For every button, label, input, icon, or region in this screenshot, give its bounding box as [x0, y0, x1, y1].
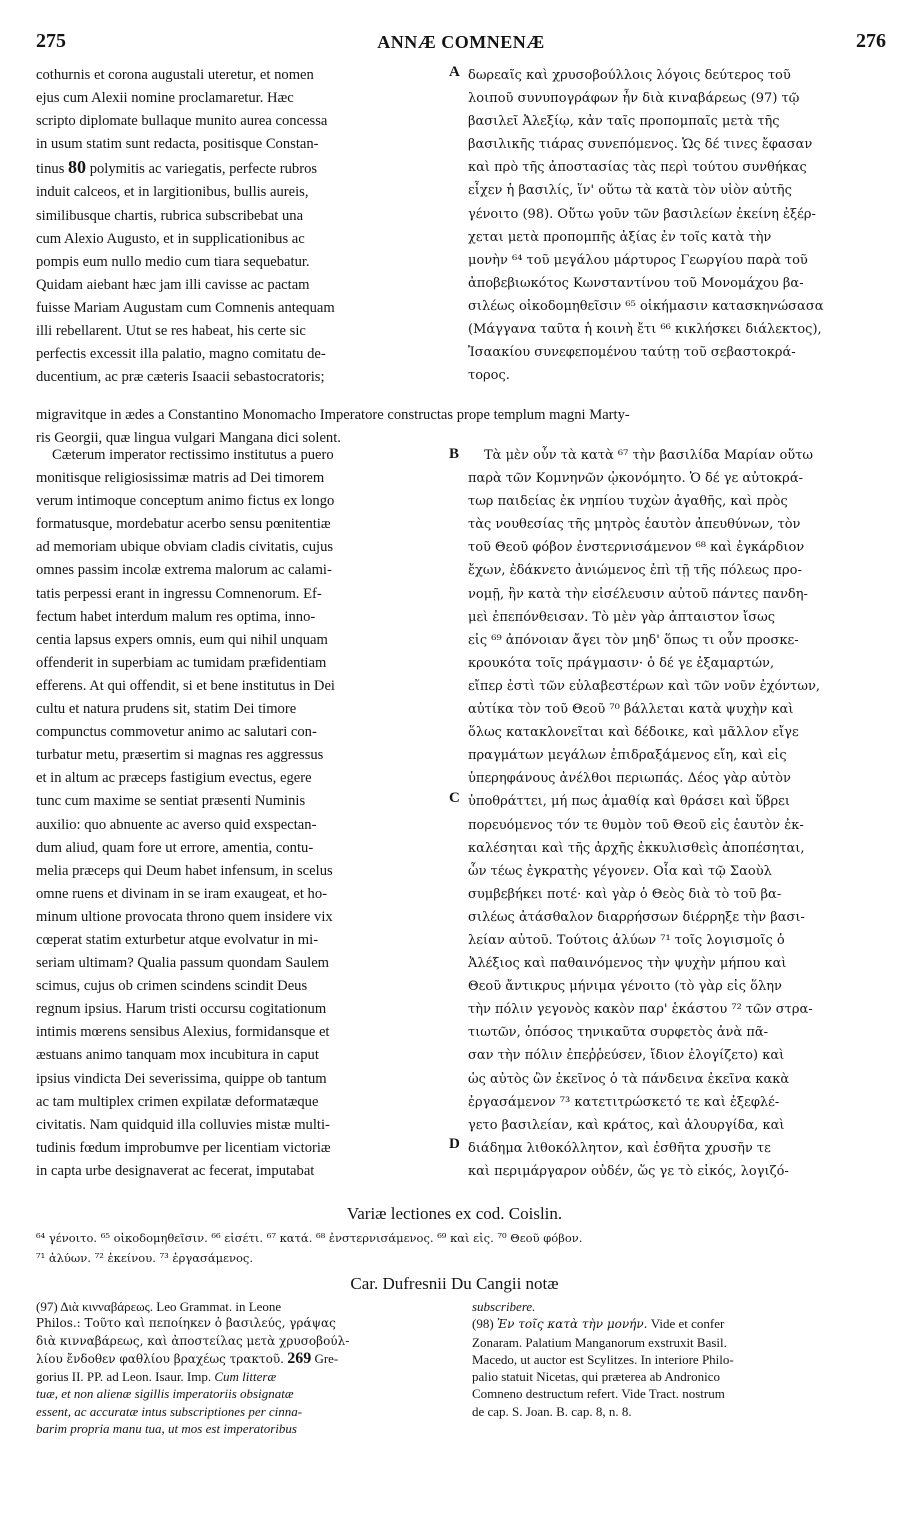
greek-column-block-2: [468, 444, 876, 1183]
text-line: μονὴν ⁶⁴ τοῦ μεγάλου μάρτυρος Γεωργίου παρὰ τοῦ: [468, 252, 808, 268]
text-line: πορευόμενος τόν τε θυμὸν τοῦ Θεοῦ εἰς ἑαυτὸν ἐκ-: [468, 817, 804, 833]
variae-lectiones-title: Variæ lectiones ex cod. Coislin.: [346, 1204, 563, 1223]
latin-column-block-1: [36, 64, 444, 389]
text-line: Τὰ μὲν οὖν τὰ κατὰ ⁶⁷ τὴν βασιλίδα Μαρίαν οὕτω: [484, 448, 813, 463]
note-fragment: gorius II. PP. ad Leon. Isaur. Imp.: [36, 1369, 212, 1385]
text-line: ὅλως κατακλονεῖται καὶ δέδοικε, καὶ μᾶλλον εἴγε: [468, 725, 799, 741]
text-line: efferens. At qui offendit, si et bene institutus in Dei: [36, 677, 335, 694]
note-fragment: Gre-: [314, 1350, 339, 1366]
margin-mark-d: D: [449, 1136, 460, 1152]
text-line: ἐργασάμενον ⁷³ κατετιτρώσκετό τε καὶ ἐξεφλέ-: [468, 1094, 780, 1110]
note-fragment: Cum litteræ: [214, 1369, 277, 1385]
text-line: omne ruens et divinam in se iram exaugeat, et ho-: [36, 885, 327, 902]
variae-line: ⁷¹ ἀλύων. ⁷² ἐκείνου. ⁷³ ἐργασάμενος.: [36, 1251, 254, 1265]
text-line: αὐτίκα τὸν τοῦ Θεοῦ ⁷⁰ βάλλεται κατὰ ψυχὴν καὶ: [468, 702, 794, 718]
text-line: εἰς ⁶⁹ ἀπόνοιαν ἄγει τὸν μηδ' ὅπως τι οὖν προσκε-: [468, 632, 799, 648]
page-number-right: 276: [856, 30, 886, 52]
text-line: Ἰσαακίου συνεφεπομένου ταύτῃ τοῦ σεβαστοκρά-: [468, 345, 796, 361]
text-line: in usum statim sunt redacta, positisque Constan-: [36, 136, 319, 153]
text-line: ὑποθράττει, μή πως ἀμαθίᾳ καὶ θράσει καὶ ὕβρει: [468, 794, 791, 810]
text-line: πραγμάτων μεγάλων ἐπιδραξάμενος εἴη, καὶ εἰς: [468, 748, 787, 764]
note-line: de cap. S. Joan. B. cap. 8, n. 8.: [472, 1403, 632, 1419]
text-line: cothurnis et corona augustali uteretur, et nomen: [36, 67, 314, 83]
text-line: μεὶ ἐπεπόνθεισαν. Τὸ μὲν γὰρ ἀπταιστον ἴσως: [468, 609, 776, 625]
text-line: melia præceps qui Deum habet infensum, in scelus: [36, 862, 333, 879]
text-line: συμβεβήκει ποτέ· καὶ γὰρ ὁ Θεὸς διὰ τὸ τοῦ βα-: [468, 886, 782, 902]
note-fragment: (98): [472, 1316, 494, 1332]
note-line: [36, 1350, 444, 1368]
text-line: (Μάγγανα ταῦτα ἡ κοινὴ ἔτι ⁶⁶ κικλήσκει διάλεκτος),: [468, 322, 822, 338]
text-line: illi rebellarent. Utut se res habeat, his certe sic: [36, 323, 306, 340]
text-line: διάδημα λιθοκόλλητον, καὶ ἐσθῆτα χρυσῆν τε: [468, 1140, 771, 1156]
text-line: seriam ultimam? Qualia passum quondam Saulem: [36, 955, 330, 972]
margin-mark-b: B: [449, 446, 460, 462]
text-line: τὴν πόλιν γεγονὸς κακὸν παρ' ἑκάστου ⁷² τῶν στρα-: [468, 1002, 813, 1018]
text-line: καλέσηται καὶ τῆς ἀρχῆς ἐκκυλισθεὶς ἀποπέσηται,: [468, 840, 805, 856]
text-line: ὡς αὐτὸς ὢν ἐκεῖνος ὁ τὰ πάνδεινα ἐκεῖνα κακὰ: [468, 1071, 790, 1087]
text-line: τορος.: [468, 368, 510, 384]
text-line: centia lapsus expers omnis, eum qui nihil unquam: [36, 631, 328, 648]
text-line: τιωτῶν, ὁπόσος τηνικαῦτα συρφετὸς ἀνὰ πᾶ-: [468, 1025, 769, 1041]
text-line: σιλέως οἰκοδομηθεῖσιν ⁶⁵ οἰκήμασιν κατασκηνώσασα: [468, 298, 824, 314]
text-line: intimis mœrens sensibus Alexius, formidansque et: [36, 1024, 330, 1041]
text-line: pompis eum nullo medio cum tiara sequebatur.: [36, 253, 310, 270]
latin-column-block-2: [36, 444, 444, 1183]
page-number-left: 275: [36, 30, 66, 52]
text-line: scripto diplomate bullaque munito aurea concessa: [36, 113, 328, 130]
text-fragment: tinus: [36, 161, 65, 178]
text-line: tudinis fœdum improbumve per licentiam victoriæ: [36, 1139, 331, 1156]
notes-left-column: [36, 1298, 444, 1437]
text-line: monitisque religiosissimæ matris ad Dei timorem: [36, 470, 325, 487]
running-header: [36, 30, 886, 64]
text-line: cœperat statim exturbetur atque evolvatur in mi-: [36, 931, 319, 948]
text-line: ὑπερηφάνους ἀνέλθοι περιωπάς. Δέος γὰρ αὐτὸν: [468, 771, 791, 787]
note-line: Zonaram. Palatium Manganorum exstruxit Basil.: [472, 1334, 727, 1350]
text-line: Θεοῦ ἄντικρυς μήνιμα γένοιτο (τὸ γὰρ εἰς ὅλην: [468, 979, 782, 995]
text-line: offenderit in superbiam ac tumidam præfidentiam: [36, 654, 327, 671]
text-line: γετο βασιλείαν, καὶ κράτος, καὶ ἁλουργίδα, καὶ: [468, 1117, 785, 1133]
text-line: Ἀλέξιος καὶ παθαινόμενος τὴν ψυχὴν μήπου καὶ: [468, 956, 787, 972]
text-line: cum Alexio Augusto, et in supplicationibus ac: [36, 230, 305, 247]
text-line: et in altum ac præceps fastigium evectus, egere: [36, 770, 312, 787]
note-line: barim propria manu tua, ut mos est imperatoribus: [36, 1421, 297, 1437]
text-line: εἶχεν ἡ βασιλίς, ἵν' οὕτω τὰ κατὰ τὸν υἱὸν αὐτῆς: [468, 183, 792, 199]
note-line: διὰ κινναβάρεως, καὶ ἀποστείλας μετὰ χρυσοβούλ-: [36, 1333, 350, 1348]
note-fragment: Vide et confer: [650, 1316, 725, 1332]
text-line: βασιλικῆς τιάρας συνεπόμενος. Ὡς δέ τινες ἔφασαν: [468, 137, 813, 153]
text-line: migravitque in ædes a Constantino Monomacho Imperatore constructas prope templum magni Marty-: [36, 407, 630, 423]
note-line: essent, ac accuratæ intus subscriptiones per cinna-: [36, 1403, 303, 1419]
text-line: τωρ παιδείας ἐκ νηπίου τυχὼν ἀγαθῆς, καὶ πρὸς: [468, 494, 788, 510]
text-line: τοῦ Θεοῦ φόβον ἐνστερνισάμενον ⁶⁸ καὶ ἐγκάρδιον: [468, 540, 805, 556]
text-line: omnes passim incolæ extrema malorum ac calami-: [36, 562, 332, 579]
text-line: λοιποῦ συνυπογράφων ἦν διὰ κιναβάρεως (97) τῷ: [468, 91, 800, 107]
notes-title: Car. Dufresnii Du Cangii notæ: [350, 1274, 559, 1293]
note-line: Philos.: Τοῦτο καὶ πεποίηκεν ὁ βασιλεύς, γράψας: [36, 1316, 336, 1331]
text-line: καὶ περιμάργαρον οὐδέν, ὥς γε τὸ εἰκός, λογιζό-: [468, 1163, 789, 1179]
text-line: ris Georgii, quæ lingua vulgari Mangana dici solent.: [36, 430, 341, 446]
margin-mark-c: C: [449, 790, 460, 806]
text-line: verum intimoque conceptum animo fictus ex longo: [36, 493, 335, 510]
note-line: (97) Διὰ κινναβάρεως. Leo Grammat. in Leone: [36, 1299, 282, 1314]
text-line: similibusque chartis, rubrica subscribebat una: [36, 207, 304, 224]
text-line: νομῇ, ἣν κατὰ τὴν εἰσέλευσιν αὐτοῦ πάντες πανδη-: [468, 586, 808, 602]
marginal-number: 269: [287, 1349, 312, 1367]
text-line: ad memoriam ubique obviam cladis civitatis, cujus: [36, 539, 334, 556]
text-line: δωρεαῖς καὶ χρυσοβούλλοις λόγοις δεύτερος τοῦ: [468, 68, 791, 83]
variae-line: ⁶⁴ γένοιτο. ⁶⁵ οἰκοδομηθεῖσιν. ⁶⁶ εἰσέτι. ⁶⁷ κατά. ⁶⁸ ἐνστερνισάμενος. ⁶⁹ καὶ εἰς. ⁷⁰ Θεοῦ φόβον.: [36, 1231, 583, 1245]
text-line: ejus cum Alexii nomine proclamaretur. Hæc: [36, 90, 294, 107]
text-line: ducentium, ac præ cæteris Isaacii sebastocratoris;: [36, 369, 325, 386]
text-line: fuisse Mariam Augustam cum Comnenis antequam: [36, 299, 335, 316]
marginal-number: 80: [68, 157, 87, 178]
text-line: εἴπερ ἐστὶ τῶν εὐλαβεστέρων καὶ τῶν νοῦν ἐχόντων,: [468, 678, 821, 694]
note-line: tuæ, et non alienæ sigillis imperatoriis obsignatæ: [36, 1386, 294, 1402]
note-fragment: Ἐν τοῖς κατὰ τὴν μονήν.: [496, 1317, 648, 1332]
text-line: induit calceos, et in largitionibus, bullis aureis,: [36, 184, 309, 201]
note-line: [472, 1315, 878, 1333]
text-line: ὧν τέως ἐγκρατὴς γέγονεν. Οἷα καὶ τῷ Σαοὺλ: [468, 863, 772, 879]
running-title: ANNÆ COMNENÆ: [377, 32, 545, 52]
text-line: καὶ πρὸ τῆς ἀποστασίας τὰς περὶ τούτου συνθήκας: [468, 160, 807, 176]
text-line: βασιλεῖ Ἀλεξίῳ, κἀν ταῖς προπομπαῖς μετὰ τῆς: [468, 114, 780, 130]
text-line: auxilio: quo abnuente ac averso quid exspectan-: [36, 816, 317, 833]
text-line: minum ultione provocata throno quem insidere vix: [36, 908, 333, 925]
text-line: regnum ipsius. Harum tristi occursu cogitationum: [36, 1001, 327, 1018]
text-fragment: polymitis ac variegatis, perfecte rubros: [89, 161, 318, 178]
note-line: palio statuit Nicetas, qui præterea ab Andronico: [472, 1369, 721, 1385]
variae-lectiones: [36, 1228, 876, 1268]
text-line: perfectis excessit illa palatio, magno comitatu de-: [36, 346, 326, 363]
text-line: κρουκότα τοῖς πράγμασιν· ὁ δέ γε ἐξαμαρτών,: [468, 655, 775, 671]
text-line: fectum habet interdum malum res optima, inno-: [36, 608, 316, 625]
text-line: ipsius vindicta Dei severissima, quippe ob tantum: [36, 1070, 327, 1087]
text-line: æstuans animo tanquam mox incubitura in caput: [36, 1047, 319, 1064]
text-line: civitatis. Nam quidquid illa colluvies mistæ multi-: [36, 1116, 330, 1133]
text-line: cultu et natura prudens sit, statim Dei timore: [36, 701, 297, 718]
text-line: σιλέως ἀτάσθαλον διαρρήσσων διέρρηξε τὴν βασι-: [468, 909, 805, 925]
note-line: subscribere.: [472, 1299, 536, 1314]
text-line: in capta urbe designaverat ac fecerat, imputabat: [36, 1162, 315, 1179]
text-line: ac tam multiplex crimen expilatæ deformatæque: [36, 1093, 319, 1110]
greek-column-block-1: [468, 64, 876, 387]
note-fragment: λίου ἔνδοθεν φαθλίου βραχέως τρακτοῦ.: [36, 1351, 284, 1366]
text-line: τὰς νουθεσίας τῆς μητρὸς ἑαυτὸν ἀπευθύνων, τὸν: [468, 517, 801, 533]
note-line: Comneno destructum refert. Vide Tract. nostrum: [472, 1386, 725, 1402]
note-line: [36, 1368, 444, 1385]
text-line: ἔχων, ἐδάκνετο ἀνιώμενος ἐπὶ τῇ τῆς πόλεως προ-: [468, 563, 802, 579]
text-line: λείαν αὐτοῦ. Τούτοις ἁλύων ⁷¹ τοῖς λογισμοῖς ὁ: [468, 932, 785, 948]
text-line: scimus, cujus ob crimen scindens scindit Deus: [36, 978, 308, 995]
text-line: compunctus commovetur animo ac salutari con-: [36, 724, 317, 741]
text-line: ἀποβεβιωκότος Κωνσταντίνου τοῦ Μονομάχου βα-: [468, 275, 804, 291]
text-line: παρὰ τῶν Κομνηνῶν ᾠκονόμητο. Ὁ δέ γε αὐτοκρά-: [468, 471, 803, 487]
notes-right-column: [472, 1298, 878, 1420]
text-line: [36, 156, 444, 181]
text-line: γένοιτο (98). Οὕτω γοῦν τῶν βασιλείων ἐκείνη ἐξέρ-: [468, 206, 816, 222]
text-line: σαν τὴν πόλιν ἐπεῤῥεύσεν, ἴδιον ἐλογίζετο) καὶ: [468, 1048, 785, 1064]
note-line: Macedo, ut auctor est Scylitzes. In interiore Philo-: [472, 1351, 734, 1367]
text-line: dum aliud, quam fore ut errore, amentia, contu-: [36, 839, 314, 856]
text-line: turbatur metu, præsertim si magnas res aggressus: [36, 747, 324, 764]
text-line: tatis perpessi erant in ingressu Comnenorum. Ef-: [36, 585, 322, 602]
margin-mark-a: A: [449, 64, 460, 80]
text-line: χεται μετὰ προπομπῆς ἀξίας ἐν τοῖς κατὰ τὴν: [468, 229, 772, 245]
text-line: tunc cum maxime se sentiat præsenti Numinis: [36, 793, 306, 810]
text-line: formatusque, mordebatur acerbo sensu pœnitentiæ: [36, 516, 331, 533]
text-line: Quidam aiebant hæc jam illi cavisse ac pactam: [36, 276, 310, 293]
text-line: Cæterum imperator rectissimo institutus a puero: [52, 447, 334, 463]
